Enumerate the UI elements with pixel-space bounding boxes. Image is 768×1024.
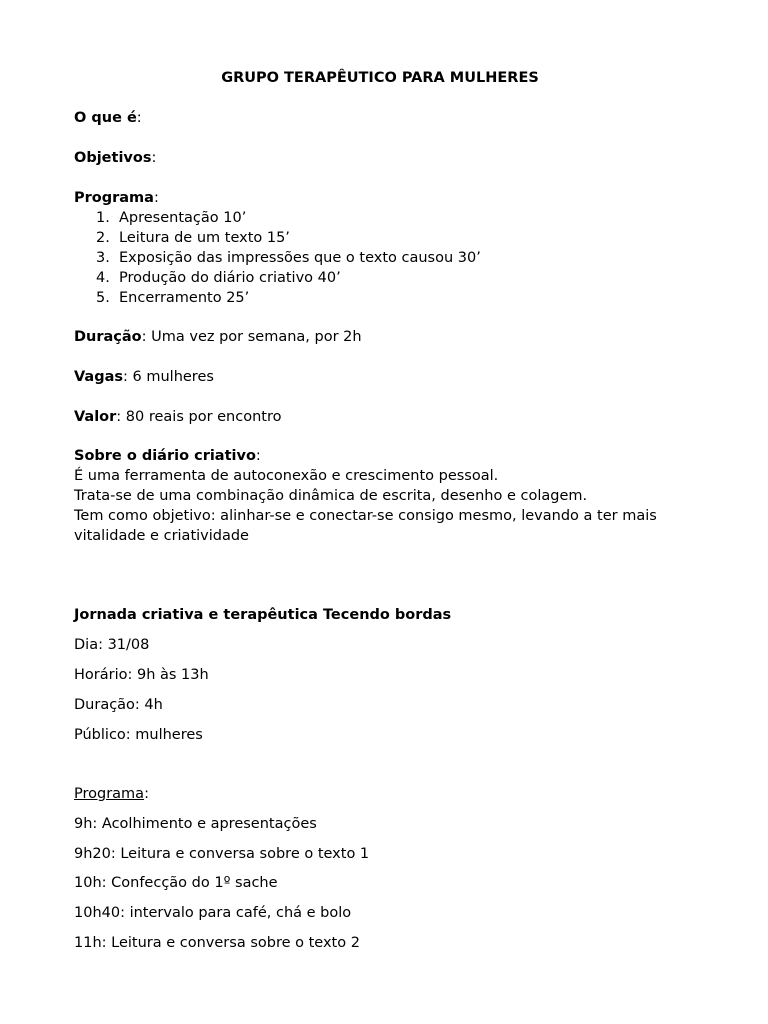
valor-value: : 80 reais por encontro bbox=[116, 409, 282, 425]
programa-label: Programa bbox=[74, 190, 154, 206]
jornada-programa-line bbox=[74, 784, 149, 804]
o-que-e-label: O que é bbox=[74, 110, 137, 126]
jornada-detail: Horário: 9h às 13h bbox=[74, 667, 209, 683]
vagas-line bbox=[74, 367, 214, 387]
sobre-text-line: Trata-se de uma combinação dinâmica de escrita, desenho e colagem. bbox=[74, 488, 588, 504]
list-text: Encerramento 25’ bbox=[119, 290, 250, 306]
jornada-detail: Duração: 4h bbox=[74, 697, 163, 713]
document-title: GRUPO TERAPÊUTICO PARA MULHERES bbox=[221, 70, 539, 86]
sobre-label: Sobre o diário criativo bbox=[74, 448, 256, 464]
objetivos-label: Objetivos bbox=[74, 150, 152, 166]
objetivos-line bbox=[74, 148, 156, 168]
programa-suffix: : bbox=[153, 190, 159, 206]
list-text: Apresentação 10’ bbox=[119, 210, 247, 226]
sobre-text-line: Tem como objetivo: alinhar-se e conectar-se consigo mesmo, levando a ter mais bbox=[74, 508, 657, 524]
sobre-line bbox=[74, 446, 261, 466]
list-number: 2. bbox=[96, 230, 110, 246]
programa-line bbox=[74, 188, 159, 208]
schedule-item: 10h: Confecção do 1º sache bbox=[74, 875, 278, 891]
list-text: Leitura de um texto 15’ bbox=[119, 230, 290, 246]
list-number: 4. bbox=[96, 270, 110, 286]
jornada-title: Jornada criativa e terapêutica Tecendo bordas bbox=[74, 607, 452, 623]
vagas-value: : 6 mulheres bbox=[123, 369, 214, 385]
list-number: 3. bbox=[96, 250, 110, 266]
o-que-e-line bbox=[74, 108, 142, 128]
sobre-text-line: vitalidade e criatividade bbox=[74, 528, 249, 544]
list-number: 1. bbox=[96, 210, 110, 226]
o-que-e-suffix: : bbox=[136, 110, 142, 126]
sobre-text-line: É uma ferramenta de autoconexão e crescimento pessoal. bbox=[74, 468, 499, 484]
valor-line bbox=[74, 407, 281, 427]
objetivos-suffix: : bbox=[151, 150, 157, 166]
jornada-programa-suffix: : bbox=[144, 786, 149, 802]
schedule-item: 9h20: Leitura e conversa sobre o texto 1 bbox=[74, 846, 370, 862]
duracao-value: : Uma vez por semana, por 2h bbox=[141, 329, 362, 345]
schedule-item: 11h: Leitura e conversa sobre o texto 2 bbox=[74, 935, 360, 951]
list-number: 5. bbox=[96, 290, 110, 306]
sobre-suffix: : bbox=[255, 448, 261, 464]
duracao-label: Duração bbox=[74, 329, 142, 345]
list-text: Exposição das impressões que o texto causou 30’ bbox=[119, 250, 481, 266]
jornada-detail: Público: mulheres bbox=[74, 727, 203, 743]
vagas-label: Vagas bbox=[74, 369, 124, 385]
list-text: Produção do diário criativo 40’ bbox=[119, 270, 341, 286]
jornada-detail: Dia: 31/08 bbox=[74, 637, 150, 653]
jornada-programa-label: Programa bbox=[74, 786, 145, 802]
schedule-item: 10h40: intervalo para café, chá e bolo bbox=[74, 905, 352, 921]
valor-label: Valor bbox=[74, 409, 117, 425]
duracao-line bbox=[74, 327, 362, 347]
schedule-item: 9h: Acolhimento e apresentações bbox=[74, 816, 317, 832]
